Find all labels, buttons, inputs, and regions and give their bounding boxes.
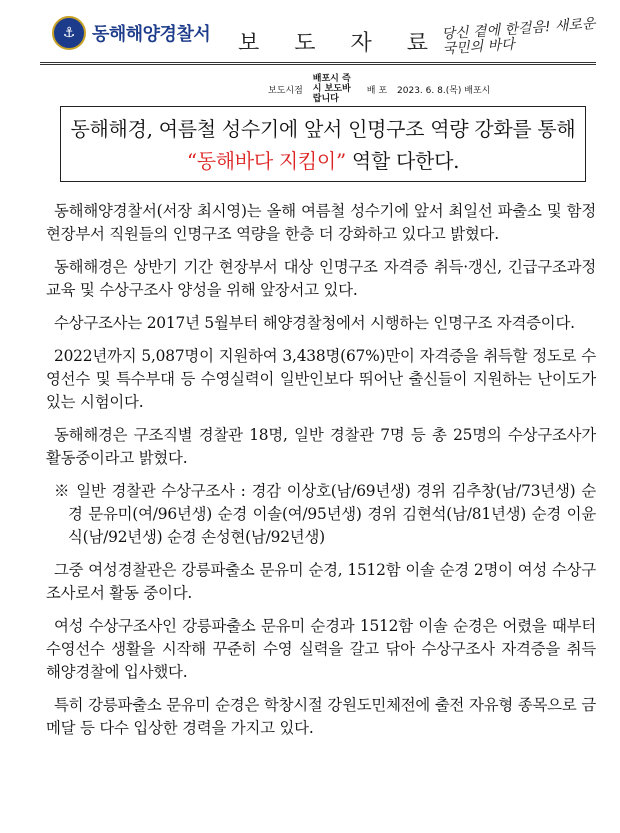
press-release-title: 보 도 자 료 — [238, 31, 442, 56]
headline-box — [60, 106, 586, 182]
headline-highlight: “동해바다 지킴이” — [186, 149, 346, 173]
headline-prefix: 동해해경, 여름철 성수기에 앞서 인명구조 역량 강화를 통해 — [70, 117, 576, 141]
paragraph: 특히 강릉파출소 문유미 순경은 학창시절 강원도민체전에 출전 자유형 종목으로 금메달 등 다수 입상한 경력을 가지고 있다. — [46, 696, 596, 737]
distribution-label: 배 포 — [366, 85, 388, 96]
headline — [61, 113, 585, 177]
rescuer-list-note: ※ 일반 경찰관 수상구조사 : 경감 이상호(남/69년생) 경위 김추창(남/73년생) 순경 문유미(여/96년생) 순경 이솔(여/95년생) 경위 김현석(남/81년생) 순경 이윤식(남/92년생) 순경 손성현(남/92년생) — [54, 482, 596, 546]
slogan: 당신 곁에 한걸음! 새로운 국민의 바다 — [441, 15, 597, 58]
article-body — [46, 200, 596, 750]
org-logo — [52, 16, 210, 50]
release-time-label: 보도시점 — [268, 85, 303, 96]
paragraph: 2022년까지 5,087명이 지원하여 3,438명(67%)만이 자격증을 취득할 정도로 수영선수 및 특수부대 등 수영실력이 일반인보다 뛰어난 출신들이 지원하는 난이도가 있는 시험이다. — [46, 347, 596, 411]
headline-suffix: 역할 다한다. — [345, 149, 460, 173]
paragraph: 동해해경은 구조직별 경찰관 18명, 일반 경찰관 7명 등 총 25명의 수상구조사가 활동중이라고 밝혔다. — [46, 426, 596, 467]
paragraph: 그중 여성경찰관은 강릉파출소 문유미 순경, 1512함 이솔 순경 2명이 여성 수상구조사로서 활동 중이다. — [46, 561, 596, 602]
paragraph: 동해해양경찰서(서장 최시영)는 올해 여름철 성수기에 앞서 최일선 파출소 및 함정 현장부서 직원들의 인명구조 역량을 한층 더 강화하고 있다고 밝혔다. — [46, 202, 596, 243]
paragraph: 수상구조사는 2017년 5월부터 해양경찰청에서 시행하는 인명구조 자격증이다. — [54, 314, 575, 332]
embargo-note: 배포시 즉시 보도바랍니다 — [312, 74, 351, 104]
paragraph: 동해해경은 상반기 기간 현장부서 대상 인명구조 자격증 취득·갱신, 긴급구조과정 교육 및 수상구조사 양성을 위해 앞장서고 있다. — [46, 258, 596, 299]
press-header — [40, 14, 596, 65]
release-date: 2023. 6. 8.(목) 배포시 — [397, 85, 491, 96]
paragraph: 여성 수상구조사인 강릉파출소 문유미 순경과 1512함 이솔 순경은 어렸을 때부터 수영선수 생활을 시작해 꾸준히 수영 실력을 갈고 닦아 수상구조사 자격증을 취득 해양경찰에 입사했다. — [46, 617, 596, 681]
release-meta — [268, 74, 490, 104]
police-emblem-icon: ⚓ — [52, 16, 86, 50]
org-name: 동해해양경찰서 — [92, 24, 211, 45]
